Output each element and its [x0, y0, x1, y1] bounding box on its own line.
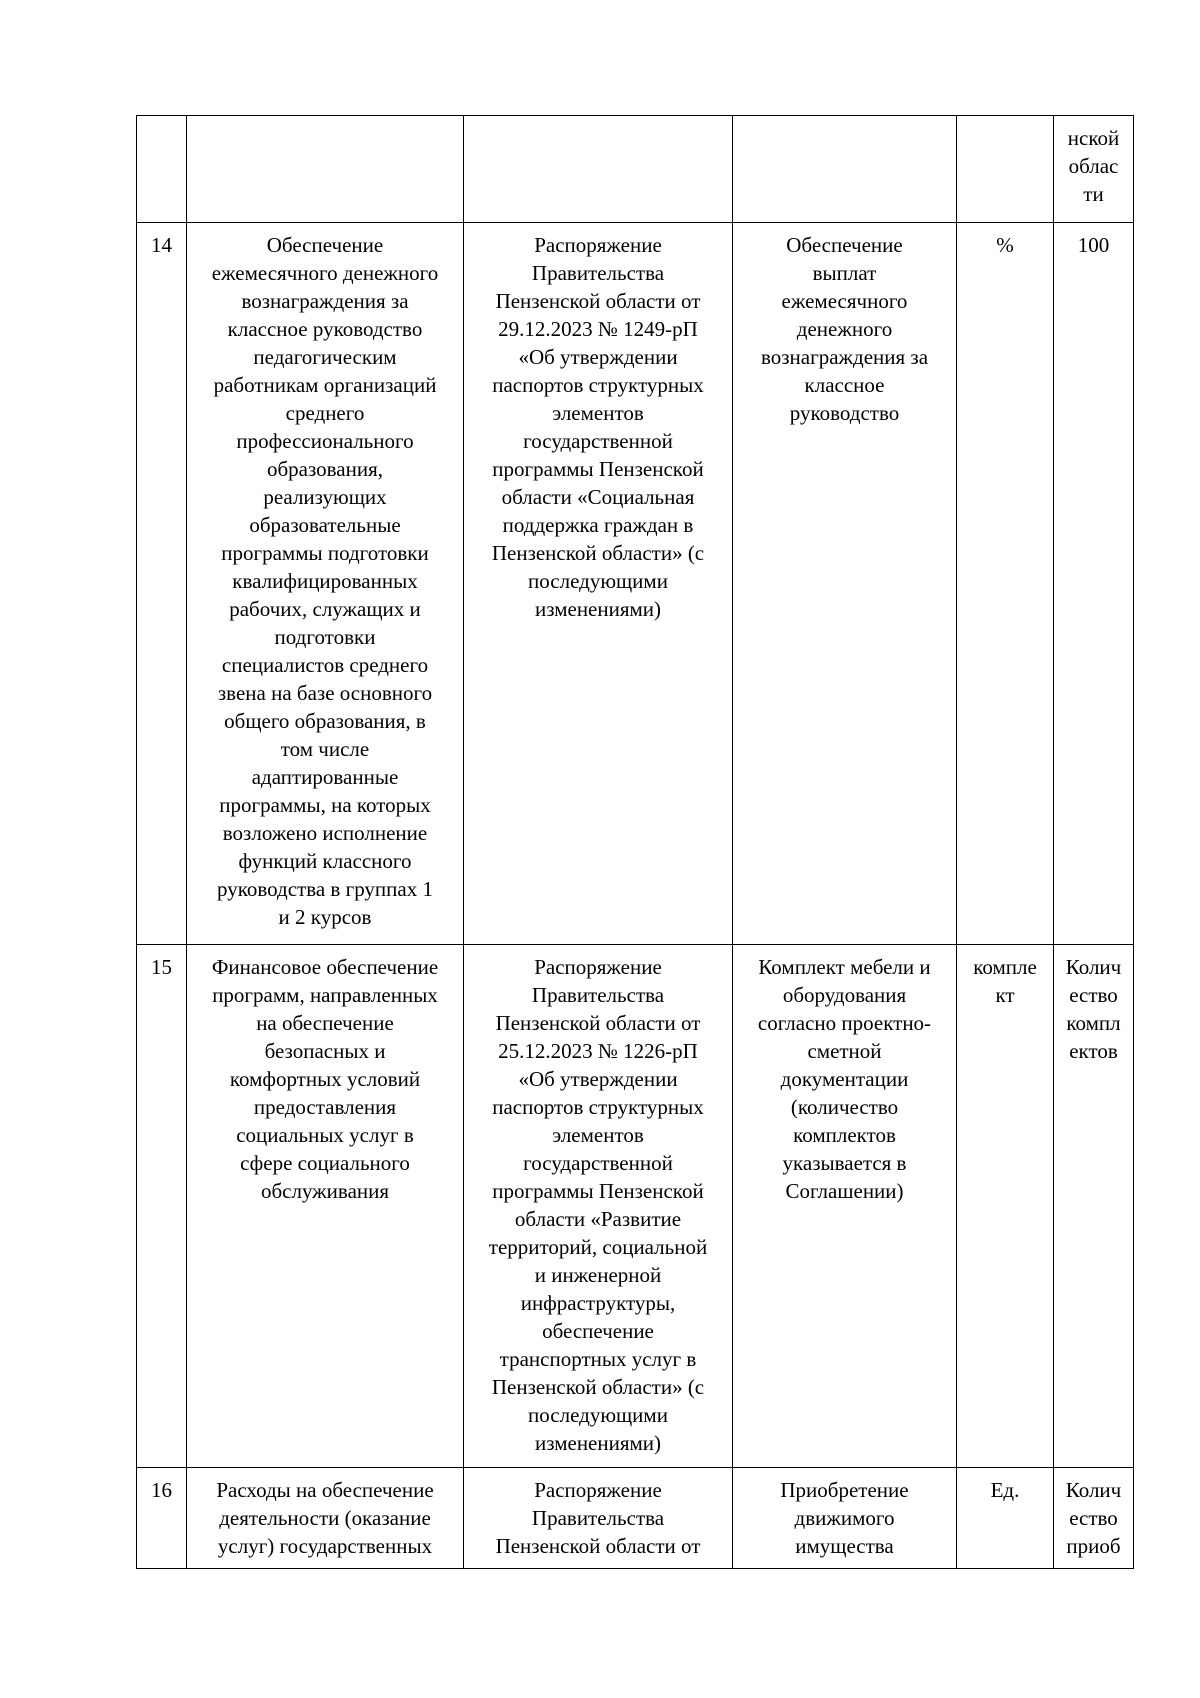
value-cell: 100	[1054, 223, 1134, 945]
activity-name-cell	[187, 116, 464, 223]
row-number-cell	[137, 116, 187, 223]
row-number-cell: 14	[137, 223, 187, 945]
row-number-cell: 16	[137, 1468, 187, 1569]
row-number-cell: 15	[137, 945, 187, 1468]
legal-basis-cell: Распоряжение Правительства Пензенской области от 25.12.2023 № 1226-рП «Об утверждении паспортов структурных элементов государственной программы Пензенской области «Развитие территорий, социальной и инженерной инфраструктуры, обеспечение транспортных услуг в Пензенской области» (с последующими изменениями)	[464, 945, 733, 1468]
unit-cell: %	[957, 223, 1054, 945]
result-cell: Приобретение движимого имущества	[733, 1468, 957, 1569]
table-row	[137, 945, 1134, 1468]
value-cell: нской облас ти	[1054, 116, 1134, 223]
result-cell: Обеспечение выплат ежемесячного денежного вознаграждения за классное руководство	[733, 223, 957, 945]
value-cell: Колич ество приоб	[1054, 1468, 1134, 1569]
result-cell: Комплект мебели и оборудования согласно проектно- сметной документации (количество комплектов указывается в Соглашении)	[733, 945, 957, 1468]
unit-cell: Ед.	[957, 1468, 1054, 1569]
legal-basis-cell	[464, 116, 733, 223]
document-table	[136, 115, 1134, 1569]
unit-cell: компле кт	[957, 945, 1054, 1468]
legal-basis-cell: Распоряжение Правительства Пензенской области от 29.12.2023 № 1249-рП «Об утверждении паспортов структурных элементов государственной программы Пензенской области «Социальная поддержка граждан в Пензенской области» (с последующими изменениями)	[464, 223, 733, 945]
value-cell: Колич ество компл ектов	[1054, 945, 1134, 1468]
unit-cell	[957, 116, 1054, 223]
table-row	[137, 116, 1134, 223]
table-row	[137, 223, 1134, 945]
activity-name-cell: Обеспечение ежемесячного денежного вознаграждения за классное руководство педагогическим работникам организаций среднего профессионального образования, реализующих образовательные программы подготовки квалифицированных рабочих, служащих и подготовки специалистов среднего звена на базе основного общего образования, в том числе адаптированные программы, на которых возложено исполнение функций классного руководства в группах 1 и 2 курсов	[187, 223, 464, 945]
activity-name-cell: Финансовое обеспечение программ, направленных на обеспечение безопасных и комфортных условий предоставления социальных услуг в сфере социального обслуживания	[187, 945, 464, 1468]
legal-basis-cell: Распоряжение Правительства Пензенской области от	[464, 1468, 733, 1569]
activity-name-cell: Расходы на обеспечение деятельности (оказание услуг) государственных	[187, 1468, 464, 1569]
result-cell	[733, 116, 957, 223]
table-row	[137, 1468, 1134, 1569]
